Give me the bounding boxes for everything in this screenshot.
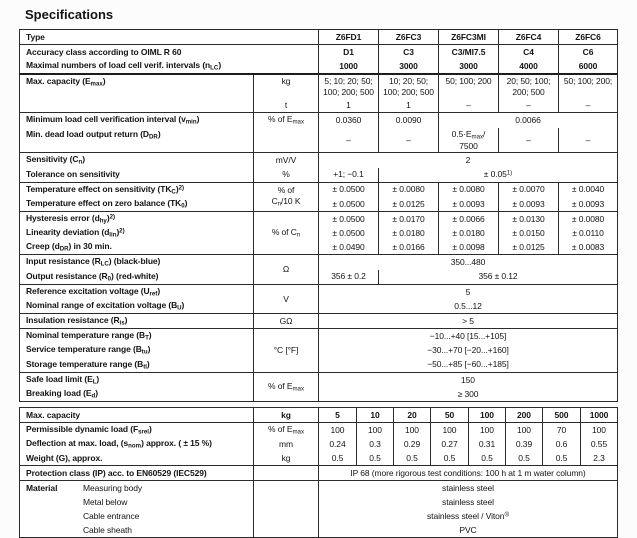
row-label: Nominal temperature range $(B_T)$: [20, 329, 254, 344]
value-cell: 100: [581, 423, 618, 438]
value-cell: kg: [254, 74, 319, 98]
row-label: Min. dead load output return $(D_{DR})$: [20, 128, 254, 153]
row-label: Tolerance on sensitivity: [20, 168, 254, 183]
value-cell: ± 0.0080: [439, 182, 499, 197]
column-header-type: Type: [20, 30, 319, 45]
value-cell: 0.5: [543, 451, 581, 466]
value-cell: 0.6: [543, 437, 581, 451]
value-cell: 0.55: [581, 437, 618, 451]
row-label: Max. capacity $(E_{max})$: [20, 74, 254, 113]
row-label: Temperature effect on sensitivity $(TK_C)^{2)}$: [20, 182, 254, 197]
value-cell: –: [319, 128, 379, 153]
material-sub-label: Cable entrance: [83, 511, 140, 522]
row-label: Safe load limit $(E_L)$: [20, 372, 254, 387]
value-cell: 100: [431, 423, 469, 438]
value-cell: 500: [543, 408, 581, 423]
row-label: Breaking load $(E_d)$: [20, 387, 254, 402]
value-cell: ± $0.05^{1)}$: [379, 168, 618, 183]
value-cell: kg: [254, 408, 319, 423]
value-cell: 6000: [559, 59, 618, 74]
value-cell: ± 0.0500: [319, 226, 379, 240]
value-cell: 50; 100; 200;: [559, 74, 618, 98]
value-cell: 0.5: [319, 451, 357, 466]
value-cell: [254, 495, 319, 509]
value-cell: °C [°F]: [254, 329, 319, 373]
value-cell: ± 0.0166: [379, 240, 439, 255]
specifications-table-capacity: [19, 407, 618, 538]
value-cell: % of $E_{max}$: [254, 423, 319, 438]
value-cell: [254, 509, 319, 523]
value-cell: mV/V: [254, 153, 319, 168]
value-cell: Ω: [254, 255, 319, 284]
column-header-z6fd1: Z6FD1: [319, 30, 379, 45]
value-cell: 350...480: [319, 255, 618, 270]
value-cell: ± 0.0080: [379, 182, 439, 197]
value-cell: D1: [319, 45, 379, 60]
material-sub-label: Cable sheath: [83, 525, 132, 536]
value-cell: ± 0.0083: [559, 240, 618, 255]
value-cell: 0.0360: [319, 113, 379, 128]
value-cell: 10: [357, 408, 394, 423]
value-cell: +1; −0.1: [319, 168, 379, 183]
value-cell: ± 0.0180: [379, 226, 439, 240]
row-label: Hysteresis error $(d_{hy})^{2)}$: [20, 211, 254, 226]
row-label: Storage temperature range $(B_{tl})$: [20, 358, 254, 373]
value-cell: PVC: [319, 523, 618, 538]
row-label: [20, 509, 254, 523]
value-cell: 100: [394, 423, 431, 438]
value-cell: ≥ 300: [319, 387, 618, 402]
value-cell: −10...+40 [15...+105]: [319, 329, 618, 344]
value-cell: ± 0.0040: [559, 182, 618, 197]
row-label: Nominal range of excitation voltage $(B_U)$: [20, 299, 254, 314]
value-cell: –: [499, 98, 559, 113]
value-cell: 0.29: [394, 437, 431, 451]
value-cell: 1: [319, 98, 379, 113]
row-label: Input resistance $(R_{LC})$ (black-blue): [20, 255, 254, 270]
value-cell: –: [559, 98, 618, 113]
value-cell: ± 0.0093: [499, 197, 559, 212]
specifications-table-main: [19, 29, 618, 402]
value-cell: % of $E_{max}$: [254, 372, 319, 401]
value-cell: 0.24: [319, 437, 357, 451]
value-cell: stainless steel: [319, 481, 618, 496]
value-cell: %: [254, 168, 319, 183]
value-cell: ± 0.0125: [379, 197, 439, 212]
value-cell: ± 0.0093: [559, 197, 618, 212]
value-cell: ± 0.0093: [439, 197, 499, 212]
row-label: Insulation resistance $(R_{is})$: [20, 314, 254, 329]
value-cell: −50...+85 [−60...+185]: [319, 358, 618, 373]
value-cell: ± 0.0066: [439, 211, 499, 226]
value-cell: 356 ± 0.12: [379, 270, 618, 285]
value-cell: 0.5: [431, 451, 469, 466]
row-label: Minimum load cell verification interval $(v_{min})$: [20, 113, 254, 128]
value-cell: 50: [431, 408, 469, 423]
value-cell: 1000: [581, 408, 618, 423]
value-cell: > 5: [319, 314, 618, 329]
value-cell: 1000: [319, 59, 379, 74]
value-cell: 1: [379, 98, 439, 113]
row-label: Reference excitation voltage $(U_{ref})$: [20, 284, 254, 299]
value-cell: 0.5: [394, 451, 431, 466]
row-label: Sensitivity $(C_n)$: [20, 153, 254, 168]
value-cell: [254, 481, 319, 496]
row-label: [20, 481, 254, 496]
value-cell: –: [379, 128, 439, 153]
column-header-z6fc3: Z6FC3: [379, 30, 439, 45]
value-cell: −30...+70 [−20...+160]: [319, 343, 618, 357]
value-cell: 0.5: [357, 451, 394, 466]
value-cell: 100: [357, 423, 394, 438]
row-label: Service temperature range $(B_{tu})$: [20, 343, 254, 357]
material-sub-label: Measuring body: [83, 483, 143, 494]
row-label: Linearity deviation $(d_{lin})^{2)}$: [20, 226, 254, 240]
value-cell: 100: [319, 423, 357, 438]
value-cell: C4: [499, 45, 559, 60]
value-cell: % of $C_n$: [254, 211, 319, 255]
value-cell: 20; 50; 100; 200; 500: [499, 74, 559, 98]
value-cell: ± 0.0080: [559, 211, 618, 226]
value-cell: 10; 20; 50; 100; 200; 500: [379, 74, 439, 98]
value-cell: C3/MI7.5: [439, 45, 499, 60]
value-cell: 70: [543, 423, 581, 438]
row-label: Temperature effect on zero balance $(TK_0)$: [20, 197, 254, 212]
row-label: Maximal numbers of load cell verif. intervals $(n_{LC})$: [20, 59, 319, 74]
value-cell: ± 0.0125: [499, 240, 559, 255]
column-header-z6fc3mi: Z6FC3MI: [439, 30, 499, 45]
value-cell: GΩ: [254, 314, 319, 329]
value-cell: 3000: [379, 59, 439, 74]
value-cell: 20: [394, 408, 431, 423]
value-cell: 150: [319, 372, 618, 387]
value-cell: ± 0.0180: [439, 226, 499, 240]
value-cell: stainless steel: [319, 495, 618, 509]
value-cell: –: [559, 128, 618, 153]
value-cell: IP 68 (more rigorous test conditions: 100 h at 1 m water column): [319, 466, 618, 481]
value-cell: –: [499, 128, 559, 153]
value-cell: ± 0.0500: [319, 211, 379, 226]
row-label: Accuracy class according to OIML R 60: [20, 45, 319, 60]
row-label: Permissible dynamic load $(F_{srel})$: [20, 423, 254, 438]
row-label: Weight (G), approx.: [20, 451, 254, 466]
value-cell: ± 0.0150: [499, 226, 559, 240]
value-cell: V: [254, 284, 319, 313]
value-cell: 0.5: [506, 451, 543, 466]
value-cell: kg: [254, 451, 319, 466]
value-cell: 0.0066: [439, 113, 618, 128]
value-cell: 2.3: [581, 451, 618, 466]
value-cell: ± 0.0070: [499, 182, 559, 197]
column-header-z6fc4: Z6FC4: [499, 30, 559, 45]
value-cell: 0.5...12: [319, 299, 618, 314]
value-cell: 5; 10; 20; 50; 100; 200; 500: [319, 74, 379, 98]
value-cell: % of $E_{max}$: [254, 113, 319, 153]
column-header-z6fc6: Z6FC6: [559, 30, 618, 45]
value-cell: ± 0.0500: [319, 197, 379, 212]
value-cell: 0.3: [357, 437, 394, 451]
page-title: Specifications: [25, 7, 114, 22]
value-cell: ± 0.0110: [559, 226, 618, 240]
value-cell: 100: [506, 423, 543, 438]
value-cell: –: [439, 98, 499, 113]
value-cell: $0.5\cdot E_{max}/$ 7500: [439, 128, 499, 153]
value-cell: 0.27: [431, 437, 469, 451]
value-cell: % of $C_n/10$ K: [254, 182, 319, 211]
row-label-max-capacity: Max. capacity: [20, 408, 254, 423]
value-cell: 50; 100; 200: [439, 74, 499, 98]
value-cell: stainless steel / Viton®: [319, 509, 618, 523]
value-cell: ± 0.0490: [319, 240, 379, 255]
material-group-label: Material: [26, 483, 58, 494]
value-cell: 2: [319, 153, 618, 168]
value-cell: 200: [506, 408, 543, 423]
value-cell: 5: [319, 284, 618, 299]
material-sub-label: Metal below: [83, 497, 128, 508]
value-cell: 0.31: [469, 437, 506, 451]
value-cell: 356 ± 0.2: [319, 270, 379, 285]
row-label: [20, 495, 254, 509]
value-cell: 100: [469, 423, 506, 438]
value-cell: 0.5: [469, 451, 506, 466]
value-cell: C6: [559, 45, 618, 60]
row-label: Output resistance $(R_0)$ (red-white): [20, 270, 254, 285]
value-cell: ± 0.0170: [379, 211, 439, 226]
row-label: Creep $(d_{DR})$ in 30 min.: [20, 240, 254, 255]
value-cell: ± 0.0130: [499, 211, 559, 226]
value-cell: 0.0090: [379, 113, 439, 128]
value-cell: mm: [254, 437, 319, 451]
value-cell: 4000: [499, 59, 559, 74]
value-cell: 0.39: [506, 437, 543, 451]
value-cell: ± 0.0098: [439, 240, 499, 255]
row-label: Deflection at max. load, $(s_{nom})$ approx. ( ± 15 %): [20, 437, 254, 451]
value-cell: t: [254, 98, 319, 113]
value-cell: 100: [469, 408, 506, 423]
value-cell: 3000: [439, 59, 499, 74]
value-cell: 5: [319, 408, 357, 423]
value-cell: C3: [379, 45, 439, 60]
row-label: Protection class (IP) acc. to EN60529 (IEC529): [20, 466, 254, 481]
value-cell: ± 0.0500: [319, 182, 379, 197]
value-cell: [254, 466, 319, 481]
